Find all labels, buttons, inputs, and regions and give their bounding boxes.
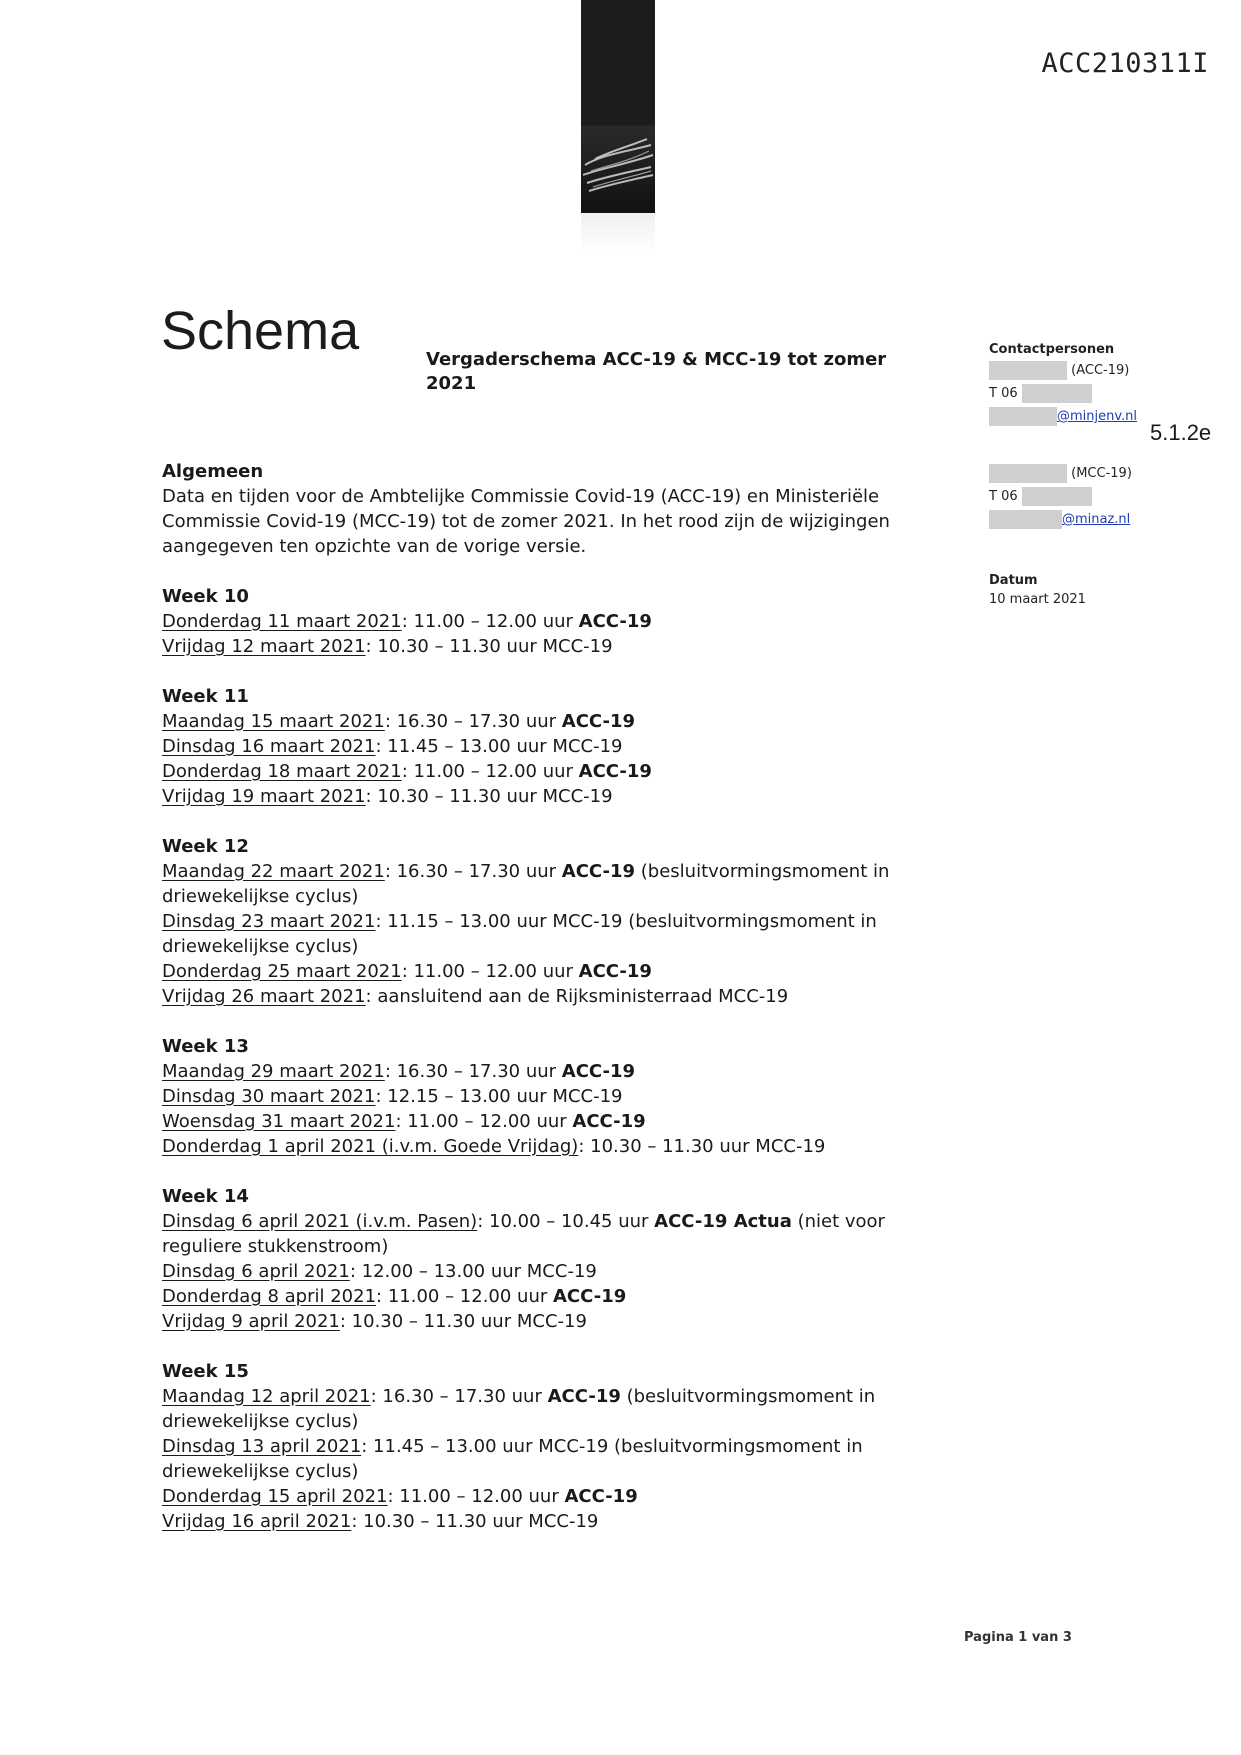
date-label: Datum [989, 573, 1038, 588]
week-heading: Week 14 [162, 1186, 249, 1207]
meeting-committee: ACC-19 [561, 711, 636, 732]
contact1-email-link[interactable]: @minjenv.nl [1057, 409, 1138, 424]
meeting-time: : 10.30 – 11.30 uur MCC-19 [351, 1511, 599, 1532]
contact2-email-row [989, 508, 1229, 531]
meeting-entry [162, 859, 952, 909]
meeting-entry [162, 959, 952, 984]
redacted-email [989, 407, 1057, 426]
week-heading: Week 13 [162, 1036, 249, 1057]
week-heading: Week 15 [162, 1361, 249, 1382]
meeting-time: : aansluitend aan de Rijksministerraad MCC-19 [365, 986, 789, 1007]
intro-text: Data en tijden voor de Ambtelijke Commissie Covid-19 (ACC-19) en Ministeriële Commissie Covid-19 (MCC-19) tot de zomer 2021. In het rood zijn de wijzigingen aangegeven ten opzichte van de vorige versie. [162, 486, 890, 557]
meeting-time: : 10.30 – 11.30 uur MCC-19 [365, 786, 613, 807]
contact1-name-row [989, 359, 1229, 382]
document-reference: ACC210311I [1041, 48, 1209, 79]
meeting-date: Dinsdag 6 april 2021 (i.v.m. Pasen) [162, 1211, 478, 1232]
government-logo [581, 0, 655, 213]
contact1-role: (ACC-19) [1071, 363, 1130, 378]
meeting-date: Vrijdag 9 april 2021 [162, 1311, 340, 1332]
meeting-time: : 10.30 – 11.30 uur MCC-19 [339, 1311, 587, 1332]
meeting-committee: ACC-19 [561, 861, 636, 882]
meeting-entry [162, 1209, 952, 1259]
meeting-time: : 11.00 – 12.00 uur [401, 611, 579, 632]
contacts-label: Contactpersonen [989, 342, 1115, 357]
meeting-time: : 11.00 – 12.00 uur [401, 961, 579, 982]
meeting-committee: ACC-19 [552, 1286, 627, 1307]
meeting-time: : 11.00 – 12.00 uur [395, 1111, 573, 1132]
contact2-phone: T 06 [989, 489, 1018, 504]
week-heading: Week 11 [162, 686, 249, 707]
meeting-time: : 11.15 – 13.00 uur MCC-19 (besluitvormingsmoment in driewekelijkse cyclus) [162, 911, 877, 957]
page-title: Schema [161, 301, 360, 361]
meeting-date: Woensdag 31 maart 2021 [162, 1111, 396, 1132]
contact1-phone-row [989, 382, 1229, 405]
meeting-entry [162, 1134, 952, 1159]
meeting-note: (besluitvormingsmoment in driewekelijkse cyclus) [162, 861, 890, 907]
weeks-list [162, 584, 952, 1534]
meeting-date: Maandag 12 april 2021 [162, 1386, 371, 1407]
week-section [162, 1359, 952, 1534]
meeting-entry [162, 1309, 952, 1334]
meeting-time: : 10.30 – 11.30 uur MCC-19 [365, 636, 613, 657]
meeting-time: : 16.30 – 17.30 uur [384, 1061, 562, 1082]
meeting-date: Dinsdag 30 maart 2021 [162, 1086, 376, 1107]
week-heading: Week 12 [162, 836, 249, 857]
meeting-committee: ACC-19 Actua [654, 1211, 792, 1232]
redacted-email [989, 510, 1062, 529]
contact2-name-row [989, 462, 1229, 485]
meeting-time: : 11.45 – 13.00 uur MCC-19 (besluitvormingsmoment in driewekelijkse cyclus) [162, 1436, 863, 1482]
redacted-name [989, 361, 1067, 380]
document-subtitle: Vergaderschema ACC-19 & MCC-19 tot zomer 2021 [426, 349, 887, 394]
redacted-phone [1022, 487, 1092, 506]
week-section [162, 1184, 952, 1334]
meeting-entry [162, 1109, 952, 1134]
meeting-entry [162, 1059, 952, 1084]
meeting-entry [162, 1259, 952, 1284]
meeting-entry [162, 609, 952, 634]
meeting-entry [162, 1484, 952, 1509]
contact2-role: (MCC-19) [1071, 466, 1132, 481]
contact2-phone-row [989, 485, 1229, 508]
meeting-time: : 10.30 – 11.30 uur MCC-19 [578, 1136, 826, 1157]
meeting-time: : 16.30 – 17.30 uur [384, 711, 562, 732]
logo-fade [581, 213, 655, 255]
meeting-entry [162, 1434, 952, 1484]
intro-section [162, 459, 952, 559]
contact2-email-link[interactable]: @minaz.nl [1062, 512, 1131, 527]
meeting-date: Dinsdag 23 maart 2021 [162, 911, 376, 932]
meeting-committee: ACC-19 [564, 1486, 638, 1507]
redaction-ground: 5.1.2e [1150, 420, 1212, 445]
meeting-time: : 16.30 – 17.30 uur [384, 861, 562, 882]
meeting-time: : 11.00 – 12.00 uur [376, 1286, 553, 1307]
meeting-date: Maandag 15 maart 2021 [162, 711, 385, 732]
meeting-entry [162, 784, 952, 809]
meeting-time: : 12.00 – 13.00 uur MCC-19 [349, 1261, 597, 1282]
meeting-entry [162, 1509, 952, 1534]
meeting-date: Donderdag 15 april 2021 [162, 1486, 388, 1507]
meeting-date: Vrijdag 19 maart 2021 [162, 786, 366, 807]
meeting-date: Vrijdag 12 maart 2021 [162, 636, 366, 657]
meeting-time: : 16.30 – 17.30 uur [370, 1386, 548, 1407]
meeting-entry [162, 1284, 952, 1309]
week-section [162, 584, 952, 659]
meeting-entry [162, 984, 952, 1009]
meeting-date: Maandag 29 maart 2021 [162, 1061, 385, 1082]
week-heading: Week 10 [162, 586, 249, 607]
meeting-date: Vrijdag 26 maart 2021 [162, 986, 366, 1007]
meeting-entry [162, 1384, 952, 1434]
week-section [162, 684, 952, 809]
meeting-time: : 11.45 – 13.00 uur MCC-19 [375, 736, 623, 757]
page-number: Pagina 1 van 3 [964, 1630, 1072, 1645]
meeting-date: Donderdag 25 maart 2021 [162, 961, 402, 982]
meeting-time: : 10.00 – 10.45 uur [477, 1211, 655, 1232]
meeting-date: Donderdag 18 maart 2021 [162, 761, 402, 782]
main-content [162, 459, 952, 1559]
intro-heading: Algemeen [162, 461, 264, 482]
meeting-note: (besluitvormingsmoment in driewekelijkse cyclus) [162, 1386, 876, 1432]
redacted-phone [1022, 384, 1092, 403]
meeting-entry [162, 759, 952, 784]
date-value: 10 maart 2021 [989, 592, 1086, 607]
meeting-date: Donderdag 8 april 2021 [162, 1286, 377, 1307]
contact1-phone: T 06 [989, 386, 1018, 401]
meeting-date: Donderdag 1 april 2021 (i.v.m. Goede Vrijdag) [162, 1136, 579, 1157]
meeting-date: Dinsdag 16 maart 2021 [162, 736, 376, 757]
spacer [989, 531, 1229, 572]
meeting-time: : 11.00 – 12.00 uur [387, 1486, 565, 1507]
meeting-entry [162, 634, 952, 659]
meeting-entry [162, 909, 952, 959]
meeting-committee: ACC-19 [578, 611, 652, 632]
meeting-time: : 12.15 – 13.00 uur MCC-19 [375, 1086, 623, 1107]
meeting-entry [162, 1084, 952, 1109]
meeting-date: Donderdag 11 maart 2021 [162, 611, 402, 632]
logo-emblem-icon [581, 125, 655, 213]
meeting-time: : 11.00 – 12.00 uur [401, 761, 579, 782]
meeting-entry [162, 734, 952, 759]
meeting-date: Vrijdag 16 april 2021 [162, 1511, 352, 1532]
sidebar [989, 341, 1229, 610]
meeting-committee: ACC-19 [547, 1386, 621, 1407]
meeting-date: Maandag 22 maart 2021 [162, 861, 385, 882]
meeting-date: Dinsdag 13 april 2021 [162, 1436, 362, 1457]
meeting-committee: ACC-19 [578, 961, 652, 982]
week-section [162, 834, 952, 1009]
redacted-name [989, 464, 1067, 483]
meeting-note: (niet voor reguliere stukkenstroom) [162, 1211, 885, 1257]
meeting-committee: ACC-19 [578, 761, 652, 782]
meeting-committee: ACC-19 [561, 1061, 636, 1082]
meeting-entry [162, 709, 952, 734]
meeting-date: Dinsdag 6 april 2021 [162, 1261, 350, 1282]
meeting-committee: ACC-19 [572, 1111, 646, 1132]
week-section [162, 1034, 952, 1159]
